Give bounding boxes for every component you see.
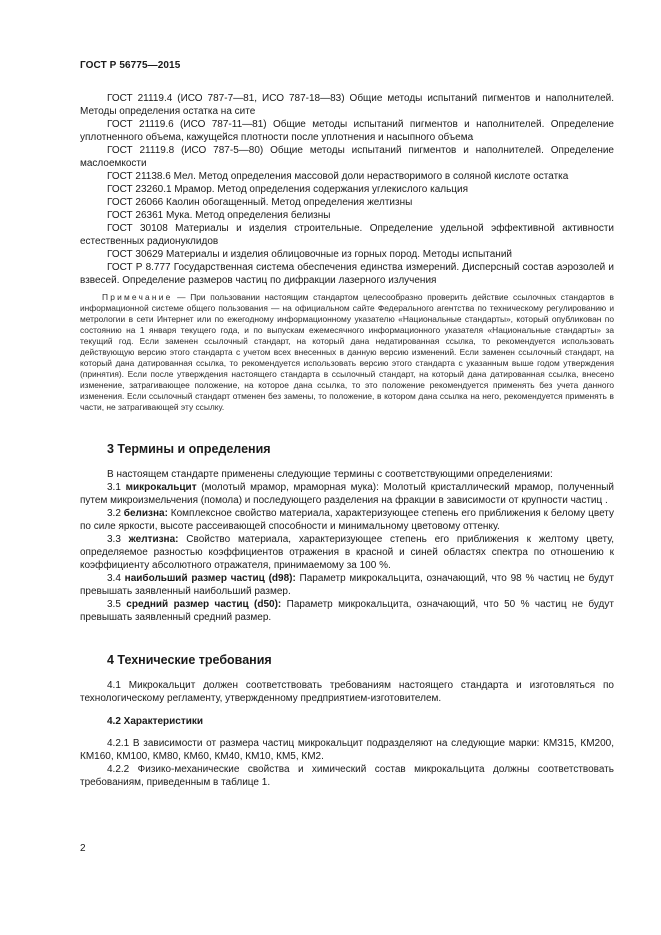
term-definition: 3.4 наибольший размер частиц (d98): Параметр микрокальцита, означающий, что 98 % частиц не будут превышать заявленный наибольший размер. xyxy=(80,573,614,597)
clause-4-2-1: 4.2.1 В зависимости от размера частиц микрокальцит подразделяют на следующие марки: КМ315, КМ200, КМ160, КМ100, КМ80, КМ60, КМ40, КМ10, КМ5, КМ2. xyxy=(80,738,614,762)
note-text: — При пользовании настоящим стандартом целесообразно проверить действие ссылочных стандартов в информационной системе общего пользования — на официальном сайте Федерального агентства по техническому регулированию и метрологии в сети Интернет или по ежегодному информационному указателю «Национальные стандарты», который опубликован по состоянию на 1 января текущего года, и по выпускам ежемесячного информационного указателя «Национальные стандарты» за текущий год. Если заменен ссылочный стандарт, на который дана недатированная ссылка, то рекомендуется использовать действующую версию этого стандарта с учетом всех внесенных в данную версию изменений. Если заменен ссылочный стандарт, на который дана датированная ссылка, то рекомендуется использовать версию этого стандарта с указанным выше годом утверждения (принятия). Если после утверждения настоящего стандарта в ссылочный стандарт, на который дана датированная ссылка, внесено изменение, затрагивающее положение, на которое дана ссылка, то это положение рекомендуется применять без учета данного изменения. Если ссылочный стандарт отменен без замены, то положение, в котором дана ссылка на него, рекомендуется применять в части, не затрагивающей эту ссылку. xyxy=(80,292,614,412)
term-definition: 3.3 желтизна: Свойство материала, характеризующее степень его приближения к желтому цвету, определяемое разностью коэффициентов отражения в красной и синей областях спектра по отношению к коэффициенту абсолютного отражателя, принимаемому за 100 %. xyxy=(80,534,614,571)
term-definition: 3.1 микрокальцит (молотый мрамор, мраморная мука): Молотый кристаллический мрамор, полученный путем микроизмельчения (помола) и последующего разделения на фракции в зависимости от крупности частиц . xyxy=(80,482,614,506)
section-3-heading: 3 Термины и определения xyxy=(107,442,271,456)
term-definition: 3.2 белизна: Комплексное свойство материала, характеризующее степень его приближения к белому цвету по силе яркости, высоте рассеивающей способности и минимальному цветовому оттенку. xyxy=(80,508,614,532)
reference-item: ГОСТ 21119.4 (ИСО 787-7—81, ИСО 787-18—83) Общие методы испытаний пигментов и наполнителей. Методы определения остатка на сите xyxy=(80,93,614,117)
reference-item: ГОСТ 21138.6 Мел. Метод определения массовой доли нерастворимого в соляной кислоте остатка xyxy=(107,171,569,182)
section-4-heading: 4 Технические требования xyxy=(107,653,272,667)
term-definition: 3.5 средний размер частиц (d50): Параметр микрокальцита, означающий, что 50 % частиц не будут превышать заявленный средний размер. xyxy=(80,599,614,623)
note-paragraph xyxy=(80,292,614,413)
note-label: Примечание xyxy=(102,292,173,302)
reference-item: ГОСТ 23260.1 Мрамор. Метод определения содержания углекислого кальция xyxy=(107,184,469,195)
term-name: белизна: xyxy=(123,508,168,519)
clause-4-1: 4.1 Микрокальцит должен соответствовать требованиям настоящего стандарта и изготовляться по технологическому регламенту, утвержденному предприятием-изготовителем. xyxy=(80,680,614,704)
reference-item: ГОСТ 26066 Каолин обогащенный. Метод определения желтизны xyxy=(107,197,413,208)
term-name: наибольший размер частиц (d98): xyxy=(124,573,296,584)
reference-item: ГОСТ 30108 Материалы и изделия строительные. Определение удельной эффективной активности естественных радионуклидов xyxy=(80,223,614,247)
section-3-intro: В настоящем стандарте применены следующие термины с соответствующими определениями: xyxy=(107,469,553,480)
reference-item: ГОСТ 26361 Мука. Метод определения белизны xyxy=(107,210,331,221)
page-content xyxy=(80,92,614,789)
reference-item: ГОСТ 30629 Материалы и изделия облицовочные из горных пород. Методы испытаний xyxy=(107,249,513,260)
reference-item: ГОСТ Р 8.777 Государственная система обеспечения единства измерений. Дисперсный состав аэрозолей и взвесей. Определение размеров частиц по дифракции лазерного излучения xyxy=(80,262,614,286)
term-name: желтизна: xyxy=(128,534,179,545)
term-name: микрокальцит xyxy=(125,482,197,493)
subsection-4-2-heading: 4.2 Характеристики xyxy=(107,716,204,727)
document-header: ГОСТ Р 56775—2015 xyxy=(80,60,181,71)
reference-item: ГОСТ 21119.6 (ИСО 787-11—81) Общие методы испытаний пигментов и наполнителей. Определение уплотненного объема, кажущейся плотности после уплотнения и насыпного объема xyxy=(80,119,614,143)
page-number: 2 xyxy=(80,843,86,854)
reference-item: ГОСТ 21119.8 (ИСО 787-5—80) Общие методы испытаний пигментов и наполнителей. Определение маслоемкости xyxy=(80,145,614,169)
term-name: средний размер частиц (d50): xyxy=(126,599,282,610)
clause-4-2-2: 4.2.2 Физико-механические свойства и химический состав микрокальцита должны соответствовать требованиям, приведенным в таблице 1. xyxy=(80,764,614,788)
